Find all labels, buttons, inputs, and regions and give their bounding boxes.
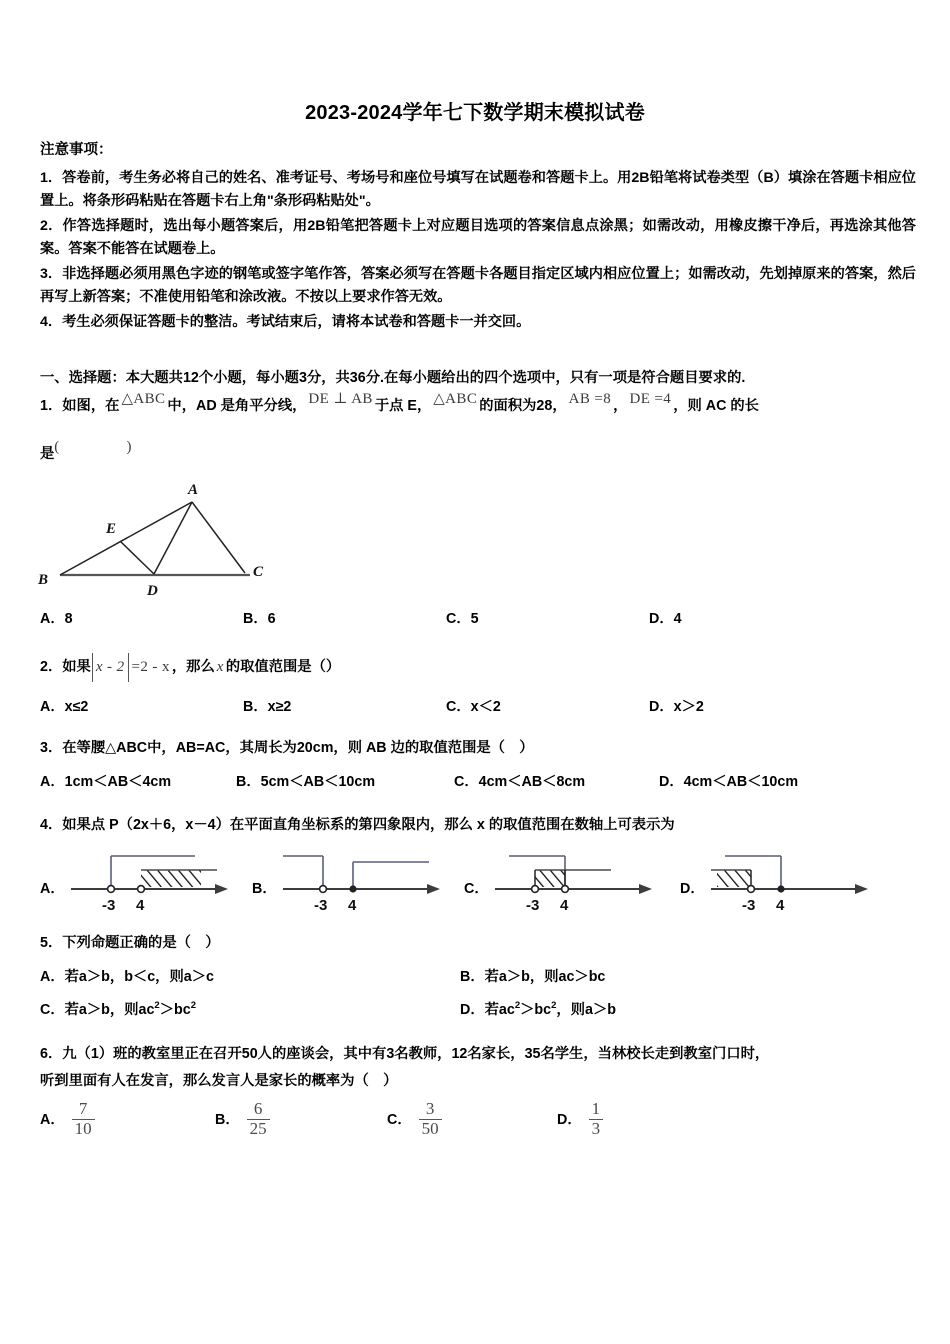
q6-a-denominator: 10: [72, 1119, 95, 1138]
question-3-options: [40, 769, 916, 796]
q1-math-abc-2: △ABC: [433, 390, 478, 407]
q1-text-1: 如图，在: [62, 397, 120, 414]
q1-text-3: 于点 E，: [374, 397, 432, 414]
q6-c-numerator: 3: [425, 1099, 435, 1119]
numberline-b-icon: [277, 848, 445, 916]
question-4-options: [40, 848, 916, 916]
q6-c-denominator: 50: [419, 1119, 442, 1138]
q1-comma: ，: [613, 397, 628, 414]
q2-option-a[interactable]: A．x≤2: [40, 699, 89, 716]
question-2-stem: [40, 653, 916, 682]
triangle-label-c: C: [253, 563, 264, 580]
q3-option-b[interactable]: B．5cm＜AB＜10cm: [236, 774, 376, 791]
q5-d-mid: ＞bc: [520, 1002, 552, 1019]
q2-math-abs: x - 2: [92, 653, 129, 682]
question-4-stem: [40, 812, 916, 840]
q1-option-b[interactable]: B．6: [243, 610, 276, 627]
q5-text: 下列命题正确的是（ ）: [62, 935, 220, 952]
q4-b-tick-left: -3: [313, 897, 327, 915]
notice-item-3: 3．非选择题必须用黑色字迹的钢笔或签字笔作答，答案必须写在答题卡各题目指定区域内相应位置上；如需改动，先划掉原来的答案，然后再写上新答案；不准使用铅笔和涂改液。不按以上要求作答无效。: [40, 265, 916, 305]
q6-option-b[interactable]: [215, 1100, 387, 1138]
q6-number: 6．: [40, 1045, 63, 1062]
triangle-abc-diagram: [32, 469, 322, 599]
q6-option-d-label: D．: [557, 1112, 582, 1129]
q6-option-d[interactable]: [557, 1100, 603, 1138]
q1-option-c[interactable]: C．5: [446, 610, 479, 627]
numberline-a-icon: [65, 848, 233, 916]
q3-option-d[interactable]: D．4cm＜AB＜10cm: [659, 774, 799, 791]
notice-item-1: 1．答卷前，考生务必将自己的姓名、准考证号、考场号和座位号填写在试题卷和答题卡上。用2B铅笔将试卷类型（B）填涂在答题卡相应位置上。将条形码粘贴在答题卡右上角"条形码粘贴处"。: [40, 169, 916, 209]
q6-b-numerator: 6: [253, 1099, 263, 1119]
q1-math-abc-1: △ABC: [121, 390, 166, 407]
q2-option-b[interactable]: B．x≥2: [243, 699, 292, 716]
q1-text-5: ，则 AC 的长: [673, 397, 759, 414]
q4-d-tick-right: 4: [775, 897, 784, 915]
q6-b-denominator: 25: [247, 1119, 270, 1138]
q5-d-post: ，则a＞b: [556, 1002, 616, 1019]
q6-a-numerator: 7: [78, 1099, 88, 1119]
question-1-stem: [40, 392, 916, 421]
q5-c-pre: C．若a＞b，则ac: [40, 1002, 155, 1019]
q4-option-b[interactable]: [252, 848, 464, 916]
q6-option-d-fraction: [589, 1100, 604, 1138]
q2-option-c[interactable]: C．x＜2: [446, 699, 501, 716]
q5-d-sup-1: 2: [514, 1000, 521, 1012]
q6-option-a-label: A．: [40, 1112, 65, 1129]
q1-text-6: 是: [40, 445, 55, 462]
q6-text-2: 听到里面有人在发言，那么发言人是家长的概率为（ ）: [40, 1073, 398, 1090]
document-body: [40, 140, 916, 1138]
q3-text: 在等腰△ABC中，AB=AC，其周长为20cm，则 AB 边的取值范围是（ ）: [62, 740, 534, 757]
q2-text-1: 如果: [62, 659, 91, 676]
notice-heading: 注意事项：: [40, 142, 113, 158]
q5-option-a[interactable]: A．若a＞b，b＜c，则a＞c: [40, 969, 214, 986]
q6-d-denominator: 3: [589, 1119, 604, 1138]
q2-math-eq: =2 - x: [131, 659, 170, 676]
q4-c-tick-left: -3: [525, 897, 539, 915]
triangle-label-e: E: [106, 520, 117, 537]
question-6-stem-line2: [40, 1068, 916, 1096]
q6-option-b-fraction: [247, 1100, 270, 1138]
notice-item-4: 4．考生必须保证答题卡的整洁。考试结束后，请将本试卷和答题卡一并交回。: [40, 313, 531, 330]
question-1-figure: [32, 469, 916, 604]
q6-option-c-fraction: [419, 1100, 442, 1138]
q1-number: 1．: [40, 397, 63, 414]
q6-option-b-label: B．: [215, 1112, 240, 1129]
q4-text: 如果点 P（2x＋6，x－4）在平面直角坐标系的第四象限内，那么 x 的取值范围在数轴上可表示为: [62, 817, 675, 834]
q6-d-numerator: 1: [591, 1099, 601, 1119]
question-6-options: [40, 1100, 916, 1138]
question-6-stem-line1: [40, 1041, 916, 1069]
question-3-stem: [40, 735, 916, 763]
q5-option-b[interactable]: B．若a＞b，则ac＞bc: [460, 969, 606, 986]
q5-d-sup-2: 2: [551, 1000, 557, 1012]
numberline-d-icon: [705, 848, 873, 916]
q3-option-a[interactable]: A．1cm＜AB＜4cm: [40, 774, 172, 791]
q5-d-pre: D．若ac: [460, 1002, 515, 1019]
q4-option-c[interactable]: [464, 848, 680, 916]
q5-option-c[interactable]: [40, 997, 460, 1024]
question-1-stem-cont: [40, 438, 916, 463]
q4-option-a[interactable]: [40, 848, 252, 916]
section-one-heading: 一、选择题：本大题共12个小题，每小题3分，共36分.在每小题给出的四个选项中，只有一项是符合题目要求的.: [40, 369, 746, 386]
triangle-label-d: D: [147, 582, 158, 599]
q4-option-d[interactable]: [680, 848, 873, 916]
triangle-label-b: B: [38, 571, 49, 588]
q3-option-c[interactable]: C．4cm＜AB＜8cm: [454, 774, 586, 791]
q5-option-d[interactable]: [460, 997, 880, 1024]
q1-math-ab-8: AB =8: [568, 390, 612, 407]
q1-math-de-perp-ab: DE ⊥ AB: [308, 390, 373, 407]
numberline-c-icon: [489, 848, 657, 916]
q1-text-4: 的面积为28，: [479, 397, 567, 414]
question-2-options: [40, 694, 916, 721]
q2-text-2: ，那么: [171, 659, 215, 676]
q3-number: 3．: [40, 740, 63, 757]
q1-text-2: 中，AD 是角平分线，: [167, 397, 307, 414]
q4-a-tick-right: 4: [135, 897, 144, 915]
q2-math-var-x: x: [216, 659, 224, 676]
q4-c-tick-right: 4: [559, 897, 568, 915]
q6-option-c-label: C．: [387, 1112, 412, 1129]
question-5-options-row2: [40, 997, 916, 1024]
triangle-label-a: A: [188, 481, 199, 498]
q4-d-tick-left: -3: [741, 897, 755, 915]
q2-text-3: 的取值范围是（）: [225, 659, 341, 676]
q5-c-sup-2: 2: [190, 1000, 196, 1012]
q2-number: 2．: [40, 659, 63, 676]
q6-option-c[interactable]: [387, 1100, 557, 1138]
page-title: 2023-2024学年七下数学期末模拟试卷: [305, 102, 645, 124]
q1-option-a[interactable]: A．8: [40, 610, 73, 627]
question-1-options: [40, 606, 916, 633]
q4-a-tick-left: -3: [101, 897, 115, 915]
q1-option-d[interactable]: D．4: [649, 610, 682, 627]
q6-option-a-fraction: [72, 1100, 95, 1138]
q5-c-mid: ＞bc: [159, 1002, 191, 1019]
question-5-options-row1: [40, 964, 916, 991]
q5-number: 5．: [40, 935, 63, 952]
q6-text-1: 九（1）班的教室里正在召开50人的座谈会，其中有3名教师，12名家长，35名学生，当林校长走到教室门口时，: [62, 1045, 770, 1062]
q6-option-a[interactable]: [40, 1100, 215, 1138]
q4-option-c-label: C．: [464, 881, 489, 898]
q4-option-a-label: A．: [40, 881, 65, 898]
q1-answer-paren: ( ): [54, 438, 146, 455]
q4-option-d-label: D．: [680, 881, 705, 898]
q4-option-b-label: B．: [252, 881, 277, 898]
q2-option-d[interactable]: D．x＞2: [649, 699, 704, 716]
notice-item-2: 2．作答选择题时，选出每小题答案后，用2B铅笔把答题卡上对应题目选项的答案信息点涂黑；如需改动，用橡皮擦干净后，再选涂其他答案。答案不能答在试题卷上。: [40, 217, 916, 257]
q4-b-tick-right: 4: [347, 897, 356, 915]
q4-number: 4．: [40, 817, 63, 834]
q1-math-de-4: DE =4: [629, 390, 672, 407]
q5-c-sup-1: 2: [154, 1000, 160, 1012]
question-5-stem: [40, 930, 916, 958]
